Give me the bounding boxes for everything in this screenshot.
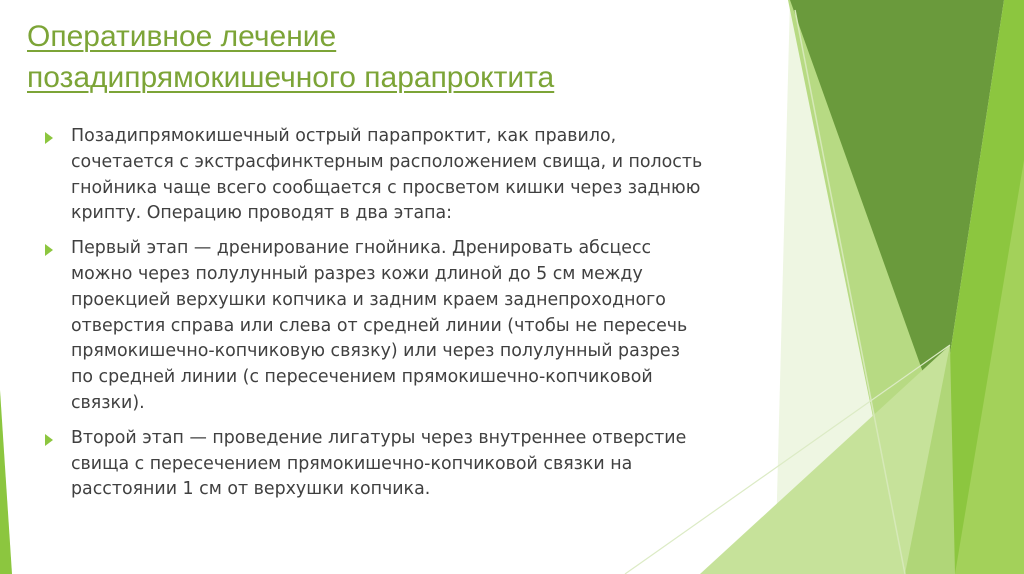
slide-title-line-2: позадипрямокишечного парапроктита (27, 61, 555, 94)
bullet-line: по средней линии (с пересечением прямокишечно-копчиковой (71, 367, 653, 388)
bullet-line: Позадипрямокишечный острый парапроктит, как правило, (71, 126, 617, 146)
bullet-line: гнойника чаще всего сообщается с просветом кишки через заднюю (71, 177, 701, 198)
bullet-list (40, 124, 760, 512)
bullet-line: крипту. Операцию проводят в два этапа: (71, 203, 452, 224)
bullet-item-1 (40, 124, 760, 227)
bullet-line: отверстия справа или слева от средней линии (чтобы не пересечь (71, 315, 688, 336)
bullet-line: расстоянии 1 см от верхушки копчика. (71, 479, 431, 500)
deco-left-sliver (0, 390, 12, 574)
bullet-arrow-icon (45, 244, 53, 256)
bullet-item-2 (40, 236, 760, 417)
bullet-line: проекцией верхушки копчика и задним краем заднепроходного (71, 289, 666, 310)
bullet-arrow-icon (45, 434, 53, 446)
bullet-line: сочетается с экстрасфинктерным расположением свища, и полость (71, 151, 703, 172)
bullet-line: Первый этап — дренирование гнойника. Дренировать абсцесс (71, 238, 652, 259)
bullet-line: свища с пересечением прямокишечно-копчиковой связки на (71, 453, 633, 474)
bullet-item-3 (40, 426, 760, 503)
slide-title (27, 16, 767, 98)
bullet-arrow-icon (45, 132, 53, 144)
bullet-line: прямокишечно-копчиковую связку) или через полулунный разрез (71, 341, 680, 362)
bullet-line: можно через полулунный разрез кожи длиной до 5 см между (71, 263, 643, 284)
slide-title-line-1: Оперативное лечение (27, 20, 337, 53)
bullet-line: связки). (71, 392, 145, 413)
bullet-line: Второй этап — проведение лигатуры через внутреннее отверстие (71, 427, 687, 448)
